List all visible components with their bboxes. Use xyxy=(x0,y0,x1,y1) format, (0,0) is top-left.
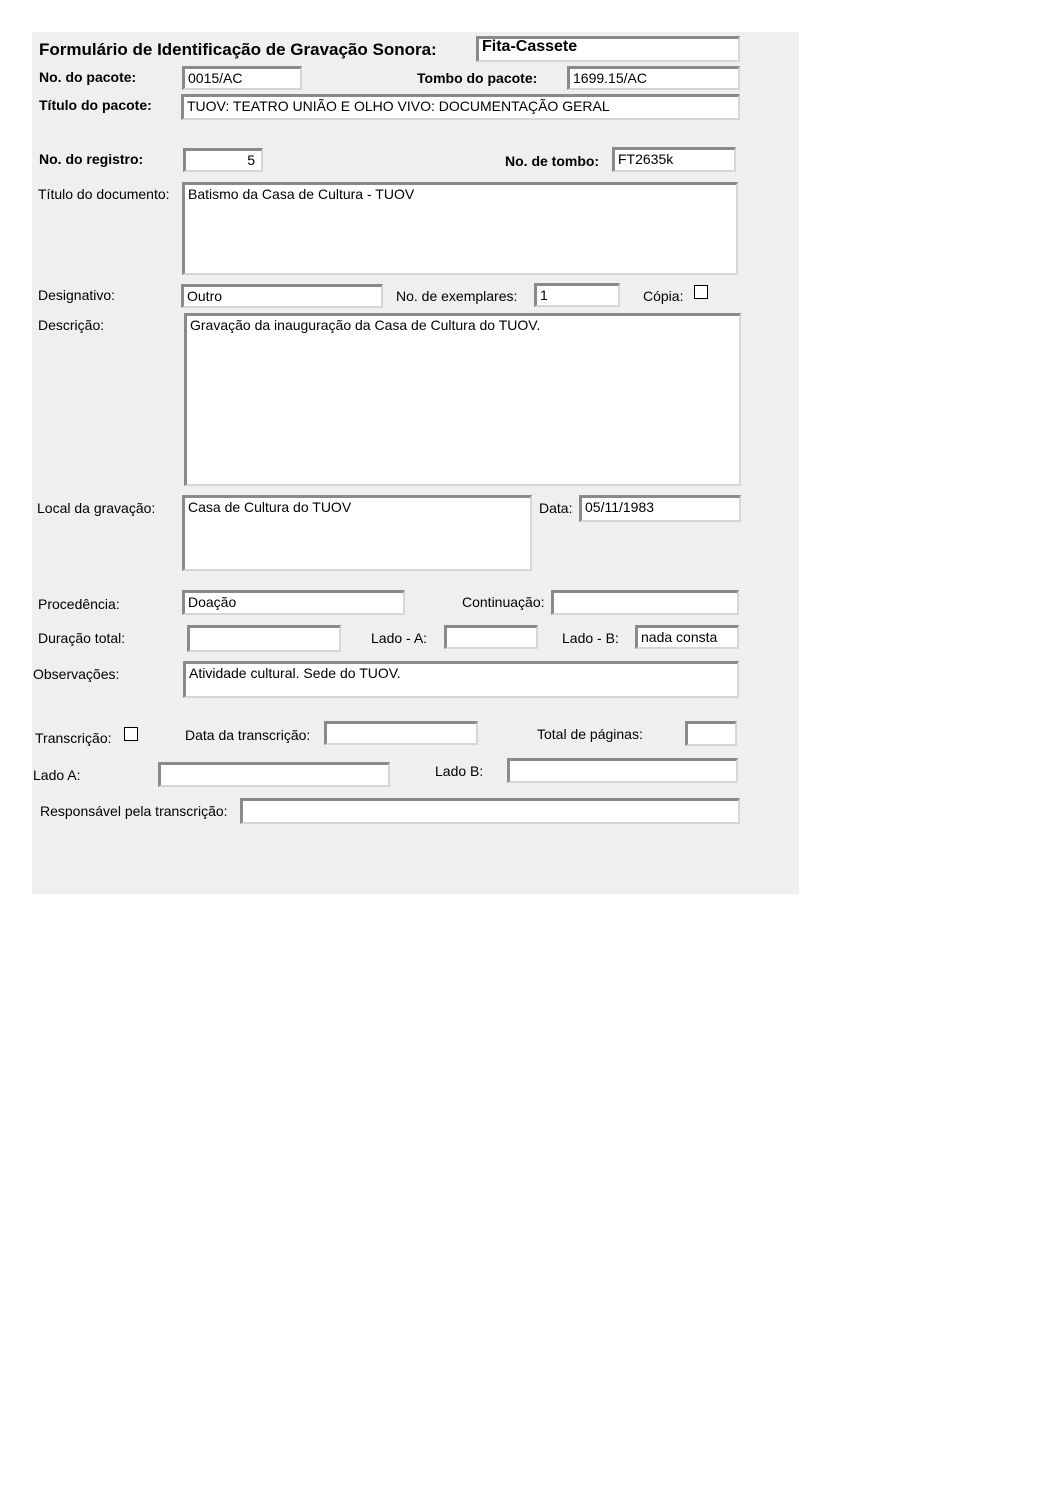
registry-number-label: No. do registro: xyxy=(39,151,144,167)
designativo-field[interactable]: Outro xyxy=(181,284,383,308)
package-title-label: Título do pacote: xyxy=(39,97,152,113)
data-transcricao-field[interactable] xyxy=(324,721,478,745)
observacoes-label: Observações: xyxy=(33,666,120,682)
copia-label: Cópia: xyxy=(643,288,684,304)
transcricao-lado-a-label: Lado A: xyxy=(33,767,81,783)
duracao-total-field[interactable] xyxy=(187,625,341,652)
package-number-field[interactable]: 0015/AC xyxy=(182,66,302,90)
lado-b-label: Lado - B: xyxy=(562,630,619,646)
local-gravacao-field[interactable]: Casa de Cultura do TUOV xyxy=(182,495,532,571)
tombo-number-label: No. de tombo: xyxy=(505,153,600,169)
document-title-field[interactable]: Batismo da Casa de Cultura - TUOV xyxy=(182,182,738,275)
transcricao-checkbox[interactable] xyxy=(124,727,138,741)
descricao-label: Descrição: xyxy=(38,317,105,333)
lado-b-field[interactable]: nada consta xyxy=(635,625,739,649)
lado-a-field[interactable] xyxy=(444,625,538,649)
registry-number-field[interactable]: 5 xyxy=(183,148,263,172)
package-tombo-field[interactable]: 1699.15/AC xyxy=(567,66,740,90)
exemplares-label: No. de exemplares: xyxy=(396,288,518,304)
exemplares-field[interactable]: 1 xyxy=(534,283,620,307)
transcricao-label: Transcrição: xyxy=(35,730,112,746)
data-transcricao-label: Data da transcrição: xyxy=(185,727,311,743)
observacoes-field[interactable]: Atividade cultural. Sede do TUOV. xyxy=(183,661,739,698)
document-title-label: Título do documento: xyxy=(38,186,170,202)
responsavel-transcricao-label: Responsável pela transcrição: xyxy=(40,803,228,819)
procedencia-label: Procedência: xyxy=(38,596,120,612)
data-field[interactable]: 05/11/1983 xyxy=(579,495,741,522)
local-gravacao-label: Local da gravação: xyxy=(37,500,156,516)
total-paginas-label: Total de páginas: xyxy=(537,726,643,742)
copia-checkbox[interactable] xyxy=(694,285,708,299)
package-tombo-label: Tombo do pacote: xyxy=(417,70,538,86)
form-title: Formulário de Identificação de Gravação Sonora: xyxy=(39,40,437,59)
transcricao-lado-b-field[interactable] xyxy=(507,758,738,783)
continuacao-field[interactable] xyxy=(551,590,739,615)
duracao-total-label: Duração total: xyxy=(38,630,126,646)
designativo-label: Designativo: xyxy=(38,287,116,303)
descricao-field[interactable]: Gravação da inauguração da Casa de Cultura do TUOV. xyxy=(184,313,741,486)
transcricao-lado-a-field[interactable] xyxy=(158,762,390,787)
transcricao-lado-b-label: Lado B: xyxy=(435,763,484,779)
data-label: Data: xyxy=(539,500,573,516)
package-title-field[interactable]: TUOV: TEATRO UNIÃO E OLHO VIVO: DOCUMENTAÇÃO GERAL xyxy=(181,94,740,120)
media-type-field[interactable]: Fita-Cassete xyxy=(476,36,740,62)
package-number-label: No. do pacote: xyxy=(39,69,137,85)
continuacao-label: Continuação: xyxy=(462,594,545,610)
lado-a-label: Lado - A: xyxy=(371,630,428,646)
responsavel-transcricao-field[interactable] xyxy=(240,798,740,824)
tombo-number-field[interactable]: FT2635k xyxy=(612,147,736,172)
procedencia-field[interactable]: Doação xyxy=(182,590,405,615)
total-paginas-field[interactable] xyxy=(685,721,737,746)
